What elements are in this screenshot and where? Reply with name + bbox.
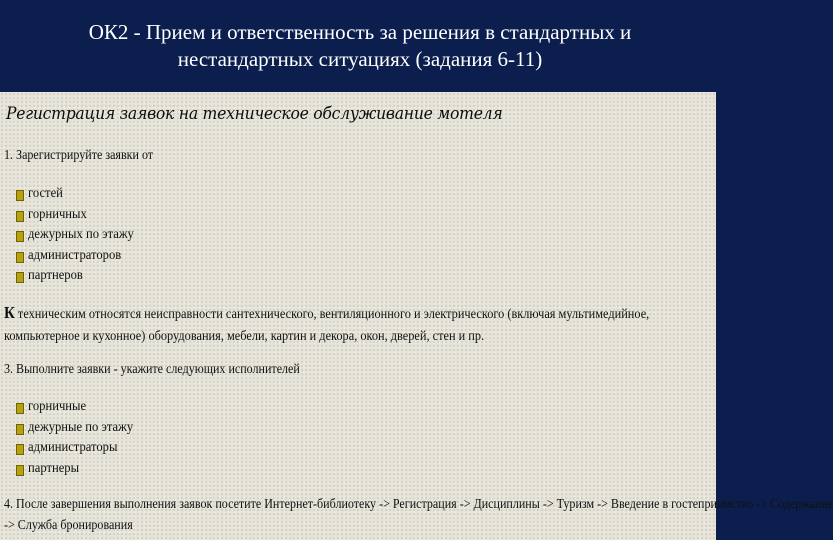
bullet-icon xyxy=(16,190,24,201)
step-4-line-2: -> Служба бронирования xyxy=(4,518,133,533)
definition-paragraph xyxy=(4,302,699,348)
handwritten-title: Регистрация заявок на техническое обслуживание мотеля xyxy=(6,104,503,124)
paragraph-text: техническим относятся неисправности сантехнического, вентиляционного и электрического (включая мультимедийное, компьютерное и кухонное) оборудования, мебели, картин и декора, окон, дверей, стен и пр. xyxy=(4,307,650,344)
slide-title: ОК2 - Прием и ответственность за решения в стандартных и нестандартных ситуациях (задания 6-11) xyxy=(88,20,632,71)
list-2 xyxy=(16,397,145,479)
list-item: дежурных по этажу xyxy=(16,225,146,246)
bullet-icon xyxy=(16,424,24,435)
bullet-icon xyxy=(16,252,24,263)
list-1 xyxy=(16,184,146,287)
step-4-line-1: 4. После завершения выполнения заявок посетите Интернет-библиотеку -> Регистрация -> Дисциплины -> Туризм -> Введение в гостеприимство -> Содержание xyxy=(4,497,833,512)
list-item: администраторов xyxy=(16,246,146,267)
document-scan xyxy=(0,92,833,540)
list-item: администраторы xyxy=(16,438,145,459)
slide-header xyxy=(0,0,720,92)
step-1-text: 1. Зарегистрируйте заявки от xyxy=(4,148,154,163)
bullet-icon xyxy=(16,444,24,455)
bullet-icon xyxy=(16,403,24,414)
list-item: гостей xyxy=(16,184,146,205)
bullet-icon xyxy=(16,272,24,283)
bullet-icon xyxy=(16,465,24,476)
list-item: горничных xyxy=(16,205,146,226)
list-item: дежурные по этажу xyxy=(16,418,145,439)
list-item: партнеры xyxy=(16,459,145,480)
paragraph-lead-letter: К xyxy=(4,303,15,322)
list-item: горничные xyxy=(16,397,145,418)
bullet-icon xyxy=(16,231,24,242)
bullet-icon xyxy=(16,211,24,222)
list-item: партнеров xyxy=(16,266,146,287)
step-3-text: 3. Выполните заявки - укажите следующих исполнителей xyxy=(4,362,300,377)
